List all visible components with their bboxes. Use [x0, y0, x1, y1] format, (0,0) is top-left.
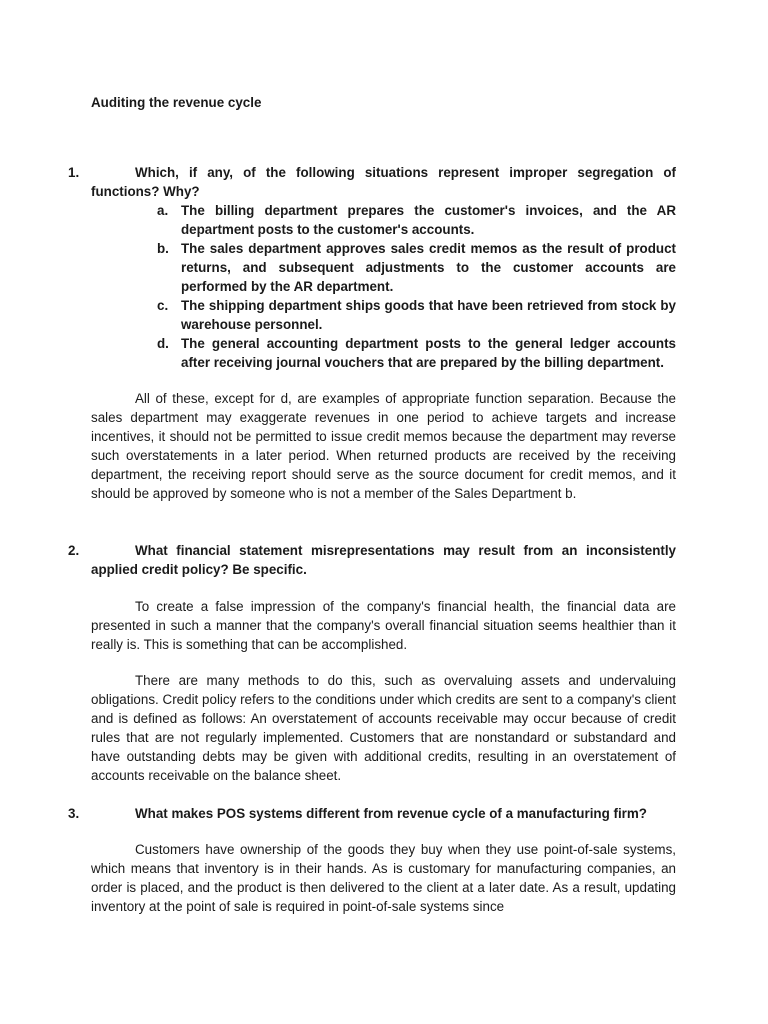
- answer-3-text: Customers have ownership of the goods they buy when they use point-of-sale systems, which means that inventory is in their hands. As is customary for manufacturing companies, an order is placed, and the product is then delivered to the client at a later date. As a result, updating inventory at the point of sale is required in point-of-sale systems since: [91, 842, 676, 914]
- option-text: The shipping department ships goods that have been retrieved from stock by warehouse personnel.: [181, 298, 676, 332]
- option-text: The general accounting department posts to the general ledger accounts after receiving journal vouchers that are prepared by the billing department.: [181, 336, 676, 370]
- answer-2-part-2: [91, 671, 676, 785]
- question-1: [91, 163, 676, 372]
- question-1-number: 1.: [68, 165, 80, 180]
- option-d: [157, 334, 676, 372]
- answer-2-part-1: [91, 597, 676, 654]
- option-a: [157, 201, 676, 239]
- option-letter: d.: [157, 336, 169, 351]
- document-title: Auditing the revenue cycle: [91, 95, 262, 110]
- answer-1: [91, 389, 676, 503]
- option-text: The billing department prepares the customer's invoices, and the AR department posts to the customer's accounts.: [181, 203, 676, 237]
- option-letter: a.: [157, 203, 169, 218]
- question-2: [91, 541, 676, 579]
- option-c: [157, 296, 676, 334]
- question-3-number: 3.: [68, 806, 80, 821]
- question-1-text: Which, if any, of the following situations represent improper segregation of functions? Why?: [91, 165, 676, 199]
- option-letter: c.: [157, 298, 169, 313]
- answer-3: [91, 840, 676, 916]
- question-2-text: What financial statement misrepresentations may result from an inconsistently applied credit policy? Be specific.: [91, 543, 676, 577]
- answer-2-text-2: There are many methods to do this, such as overvaluing assets and undervaluing obligations. Credit policy refers to the conditions under which credits are sent to a company's client and is defined as follows: An overstatement of accounts receivable may occur because of credit rules that are not regularly implemented. Customers that are nonstandard or substandard and have outstanding debts may be given with additional credits, resulting in an overstatement of accounts receivable on the balance sheet.: [91, 673, 676, 783]
- option-text: The sales department approves sales credit memos as the result of product returns, and subsequent adjustments to the customer accounts are performed by the AR department.: [181, 241, 676, 294]
- question-1-options: [157, 201, 676, 372]
- answer-1-text: All of these, except for d, are examples of appropriate function separation. Because the sales department may exaggerate revenues in one period to achieve targets and increase incentives, it should not be permitted to issue credit memos because the department may reverse such overstatements in a later period. When returned products are received by the receiving department, the receiving report should serve as the source document for credit memos, and it should be approved by someone who is not a member of the Sales Department b.: [91, 391, 676, 501]
- option-letter: b.: [157, 241, 169, 256]
- answer-2-text-1: To create a false impression of the company's financial health, the financial data are presented in such a manner that the company's overall financial situation seems healthier than it really is. This is something that can be accomplished.: [91, 599, 676, 652]
- option-b: [157, 239, 676, 296]
- question-2-number: 2.: [68, 543, 80, 558]
- question-3: [91, 804, 676, 823]
- question-3-text: What makes POS systems different from revenue cycle of a manufacturing firm?: [135, 806, 647, 821]
